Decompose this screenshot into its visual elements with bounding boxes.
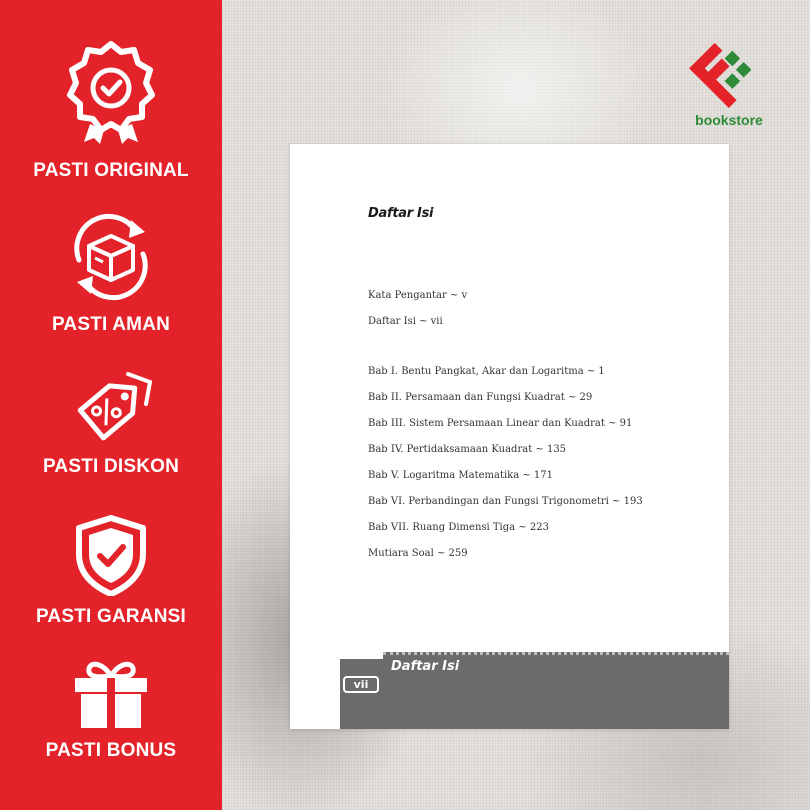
page-number: vii	[343, 676, 379, 693]
toc-item: Bab IV. Pertidaksamaan Kuadrat ~ 135	[368, 444, 567, 455]
badge-label: PASTI BONUS	[45, 740, 177, 761]
certified-badge-icon	[66, 40, 156, 144]
toc-item: Bab VII. Ruang Dimensi Tiga ~ 223	[368, 522, 549, 533]
sidebar	[0, 0, 222, 810]
toc-item: Kata Pengantar ~ v	[368, 290, 468, 301]
badge-garansi	[0, 514, 222, 628]
toc-item: Bab I. Bentu Pangkat, Akar dan Logaritma ~ 1	[368, 366, 605, 377]
toc-item: Bab III. Sistem Persamaan Linear dan Kuadrat ~ 91	[368, 418, 633, 429]
badge-label: PASTI DISKON	[42, 456, 180, 477]
toc-item: Daftar Isi ~ vii	[368, 316, 443, 327]
footer-title: Daftar Isi	[391, 659, 460, 674]
bookstore-logo-icon	[686, 34, 772, 112]
toc-item: Bab VI. Perbandingan dan Fungsi Trigonometri ~ 193	[368, 496, 643, 507]
shield-check-icon	[71, 514, 151, 596]
box-cycle-icon	[65, 212, 157, 302]
badge-aman	[0, 212, 222, 336]
page-title: Daftar Isi	[368, 206, 434, 221]
book-page	[290, 144, 729, 729]
gift-icon	[71, 658, 151, 730]
logo-text: bookstore	[695, 112, 763, 128]
toc-item: Mutiara Soal ~ 259	[368, 548, 468, 559]
bookstore-logo	[686, 34, 772, 134]
badge-diskon	[0, 368, 222, 478]
badge-label: PASTI GARANSI	[35, 606, 187, 627]
badge-label: PASTI AMAN	[51, 314, 171, 335]
toc-item: Bab II. Persamaan dan Fungsi Kuadrat ~ 29	[368, 392, 593, 403]
toc-item: Bab V. Logaritma Matematika ~ 171	[368, 470, 554, 481]
badge-bonus	[0, 658, 222, 762]
badge-original	[0, 40, 222, 182]
badge-label: PASTI ORIGINAL	[33, 160, 189, 181]
discount-tag-icon	[66, 368, 156, 446]
footer-tab	[340, 659, 383, 729]
